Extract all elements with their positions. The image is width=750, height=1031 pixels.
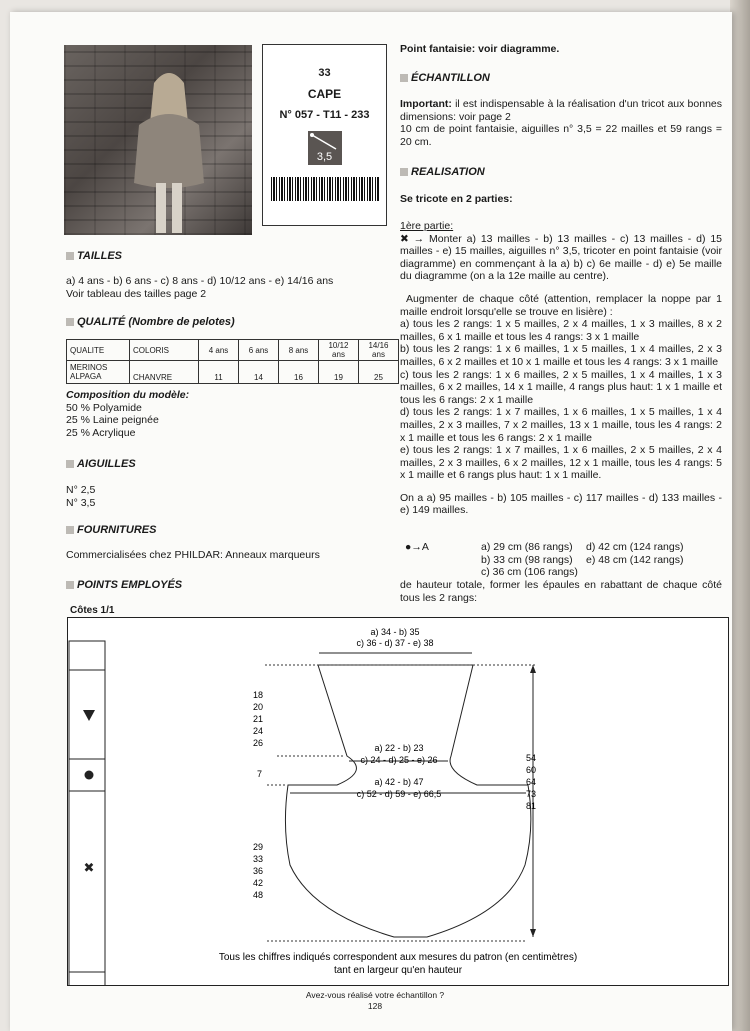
left-top-value: 18 — [253, 690, 264, 700]
low-width-label-1: a) 42 - b) 47 — [374, 777, 424, 787]
instruction-size-b: b) tous les 2 rangs: 1 x 6 mailles, 1 x 5 mailles, 1 x 4 mailles, 2 x 3 mailles, 6 x 2 mailles et 10 x 1 maille et tous les 4 rangs: 3 x 1 maille — [400, 343, 722, 368]
instruction-total: On a a) 95 mailles - b) 105 mailles - c) 117 mailles - d) 133 mailles - e) 149 mailles. — [400, 491, 722, 517]
footer-question: Avez-vous réalisé votre échantillon ? — [305, 990, 445, 1000]
right-value: 81 — [526, 801, 537, 811]
needle-size-icon — [308, 131, 342, 165]
important-text: il est indispensable à la réalisation d'un tricot aux bonnes dimensions: voir page 2 — [400, 98, 722, 123]
table-cell: CHANVRE — [130, 361, 199, 384]
left-top-value: 21 — [253, 714, 264, 724]
arrow-marker: ●→A — [405, 541, 429, 553]
left-top-value: 20 — [253, 702, 264, 712]
left-mid-value: 7 — [257, 769, 263, 779]
points-heading: POINTS EMPLOYÉS — [66, 579, 182, 591]
instructions-block — [400, 220, 722, 517]
instruction-para: ✖ → Monter a) 13 mailles - b) 13 mailles - c) 13 mailles - d) 15 mailles - e) 15 mailles, aiguilles n° 3,5, tricoter en point fantaisie (voir diagramme) en commençant à la a) b) c) 6e maille - d) e) 5e maille du diagramme (on a la 12e maille au centre). — [400, 232, 722, 283]
composition-item: 25 % Laine peignée — [66, 414, 159, 427]
instruction-size-a: a) tous les 2 rangs: 1 x 5 mailles, 2 x 4 mailles, 1 x 3 mailles, 8 x 2 mailles, 6 x 1 maille et tous les 4 rangs: 3 x 1 maille — [400, 318, 722, 343]
left-top-value: 24 — [253, 726, 264, 736]
point-fantaisie: Point fantaisie: voir diagramme. — [400, 43, 560, 55]
composition-block — [66, 389, 189, 439]
left-bot-value: 29 — [253, 842, 264, 852]
left-top-value: 26 — [253, 738, 264, 748]
pattern-id-card — [262, 44, 387, 226]
instruction-para: Augmenter de chaque côté (attention, remplacer la noppe par 1 maille endroit lorsqu'elle se trouve en lisière) : — [400, 292, 722, 318]
height-d: d) 42 cm (124 rangs) — [586, 541, 684, 553]
yarn-quantity-table — [66, 339, 399, 384]
echantillon-block — [400, 98, 722, 148]
instruction-size-d: d) tous les 2 rangs: 1 x 7 mailles, 1 x 6 mailles, 1 x 5 mailles, 1 x 4 mailles, 2 x 3 mailles, 7 x 2 mailles, 13 x 1 maille, tous les 4 rangs: 2 x 1 maille et tous les 6 rangs: 2 x 1 maille — [400, 406, 722, 444]
page-spine-shadow — [730, 0, 750, 1031]
aiguilles-list — [66, 484, 95, 509]
aiguille-item: N° 2,5 — [66, 484, 96, 496]
top-width-label-1: a) 34 - b) 35 — [370, 627, 420, 637]
low-width-label-2: c) 52 - d) 59 - e) 66,5 — [356, 789, 442, 799]
realisation-heading: REALISATION — [400, 166, 485, 178]
table-header: QUALITE — [67, 340, 130, 361]
height-table — [481, 541, 721, 579]
page-number: 128 — [367, 1001, 383, 1011]
tailles-sizes: a) 4 ans - b) 6 ans - c) 8 ans - d) 10/12 ans - e) 14/16 ans — [66, 275, 334, 287]
left-bot-value: 33 — [253, 854, 264, 864]
pattern-schematic — [67, 617, 729, 986]
important-label: Important: — [400, 98, 452, 110]
girl-in-cape-illustration — [134, 63, 204, 235]
table-header: 10/12 ans — [319, 340, 359, 361]
table-cell: 11 — [199, 361, 239, 384]
qualite-heading: QUALITÉ (Nombre de pelotes) — [66, 316, 235, 328]
composition-item: 25 % Acrylique — [66, 426, 136, 439]
table-cell: 19 — [319, 361, 359, 384]
tailles-text — [66, 275, 386, 300]
left-bot-value: 42 — [253, 878, 264, 888]
right-value: 64 — [526, 777, 537, 787]
table-header: 4 ans — [199, 340, 239, 361]
height-a: a) 29 cm (86 rangs) — [481, 541, 573, 553]
table-header-row — [67, 340, 399, 361]
aiguille-item: N° 3,5 — [66, 496, 96, 509]
shoulder-instruction: de hauteur totale, former les épaules en rabattant de chaque côté tous les 2 rangs: — [400, 579, 722, 604]
cotes-label: Côtes 1/1 — [70, 605, 115, 616]
table-header: 8 ans — [279, 340, 319, 361]
top-width-label-2: c) 36 - d) 37 - e) 38 — [356, 638, 434, 648]
pattern-title: CAPE — [307, 87, 342, 101]
height-b: b) 33 cm (98 rangs) — [481, 553, 573, 566]
mid-width-label-2: c) 24 - d) 25 - e) 26 — [360, 755, 438, 765]
right-value: 54 — [526, 753, 537, 763]
tailles-heading: TAILLES — [66, 250, 122, 262]
diagram-caption-2: tant en largeur qu'en hauteur — [333, 965, 463, 976]
aiguilles-heading: AIGUILLES — [66, 458, 136, 470]
composition-item: 50 % Polyamide — [66, 401, 142, 414]
schematic-diagram — [67, 617, 729, 986]
right-value: 73 — [526, 789, 537, 799]
model-photo — [64, 45, 252, 235]
height-e: e) 48 cm (142 rangs) — [586, 553, 684, 566]
dot-icon — [85, 771, 94, 780]
barcode-icon — [271, 177, 379, 201]
fournitures-text: Commercialisées chez PHILDAR: Anneaux marqueurs — [66, 549, 320, 561]
table-row — [67, 361, 399, 384]
tailles-see-page: Voir tableau des tailles page 2 — [66, 287, 207, 300]
pattern-reference: N° 057 - T11 - 233 — [279, 109, 370, 121]
left-bot-value: 48 — [253, 890, 264, 900]
echantillon-heading: ÉCHANTILLON — [400, 72, 490, 84]
table-cell: 14 — [239, 361, 279, 384]
table-cell: MERINOS ALPAGA — [67, 361, 130, 384]
fournitures-heading: FOURNITURES — [66, 524, 156, 536]
instruction-size-e: e) tous les 2 rangs: 1 x 7 mailles, 1 x 6 mailles, 2 x 5 mailles, 2 x 4 mailles, 2 x 3 mailles, 6 x 2 mailles, 12 x 1 maille, tous les 4 rangs: 5 x 1 maille et 6 rangs plus haut: 1 x 1 maille. — [400, 444, 722, 482]
table-header: COLORIS — [130, 340, 199, 361]
pattern-number: 33 — [318, 67, 331, 79]
parties-label: Se tricote en 2 parties: — [400, 193, 513, 205]
mid-width-label-1: a) 22 - b) 23 — [374, 743, 424, 753]
partie1-label: 1ère partie: — [400, 220, 454, 232]
height-c: c) 36 cm (106 rangs) — [481, 566, 578, 579]
composition-heading: Composition du modèle: — [66, 389, 190, 401]
instruction-size-c: c) tous les 2 rangs: 1 x 6 mailles, 2 x 5 mailles, 1 x 4 mailles, 1 x 3 mailles, 6 x 2 mailles, 14 x 1 maille, 4 rangs plus haut: 1 x 1 maille et tous les 6 rangs: 2 x 1 maille — [400, 368, 722, 406]
left-bot-value: 36 — [253, 866, 264, 876]
cross-icon: ✖ — [83, 861, 95, 876]
echantillon-text: 10 cm de point fantaisie, aiguilles n° 3,5 = 22 mailles et 59 rangs = 20 cm. — [400, 123, 722, 148]
table-cell: 16 — [279, 361, 319, 384]
table-header: 14/16 ans — [359, 340, 399, 361]
right-value: 60 — [526, 765, 537, 775]
table-cell: 25 — [359, 361, 399, 384]
table-header: 6 ans — [239, 340, 279, 361]
diagram-caption-1: Tous les chiffres indiqués correspondent aux mesures du patron (en centimètres) — [218, 952, 578, 963]
needle-size: 3,5 — [316, 151, 333, 163]
